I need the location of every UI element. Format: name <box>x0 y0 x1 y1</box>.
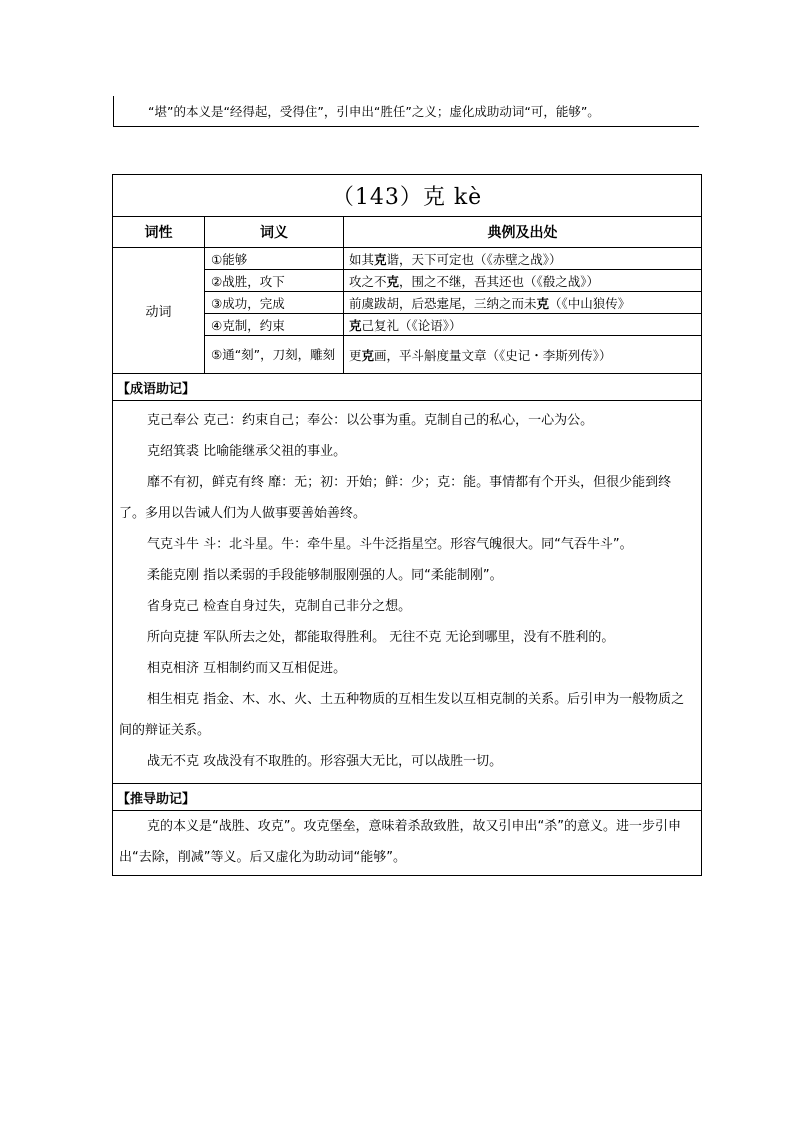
note-text: “堪”的本义是“经得起，受得住”，引申出“胜任”之义；虚化成助动词“可，能够”。 <box>148 104 600 119</box>
header-pos: 词性 <box>113 217 205 248</box>
idioms-heading: 【成语助记】 <box>113 374 702 401</box>
idiom-item: 柔能克刚 指以柔弱的手段能够制服刚强的人。同“柔能制刚”。 <box>147 568 503 583</box>
sense-meaning: ②战胜，攻下 <box>205 270 344 292</box>
keyword: 克 <box>386 273 400 289</box>
idiom-item: 所向克捷 军队所去之处，都能取得胜利。 无往不克 无论到哪里，没有不胜利的。 <box>147 630 615 645</box>
idiom-item: 克己奉公 克己：约束自己；奉公：以公事为重。克制自己的私心，一心为公。 <box>147 413 594 428</box>
entry-title: （143）克 kè <box>113 175 702 217</box>
idioms-list <box>113 401 702 784</box>
sense-meaning: ⑤通“刻”，刀刻，雕刻 <box>205 336 344 374</box>
sense-meaning: ③成功，完成 <box>205 292 344 314</box>
idiom-item: 克绍箕裘 比喻能继承父祖的事业。 <box>147 444 347 459</box>
sense-meaning: ①能够 <box>205 248 344 270</box>
sense-example: 更克画，平斗斛度量文章（《史记・李斯列传》） <box>344 336 702 374</box>
entry-table <box>112 174 702 876</box>
derivation-body <box>113 811 702 876</box>
sense-example: 克己复礼（《论语》） <box>344 314 702 336</box>
keyword: 克 <box>349 317 362 333</box>
sense-example: 如其克谐，天下可定也（《赤壁之战》） <box>344 248 702 270</box>
part-of-speech: 动词 <box>113 248 205 374</box>
idiom-item: 气克斗牛 斗：北斗星。牛：牵牛星。斗牛泛指星空。形容气魄很大。同“气吞牛斗”。 <box>147 537 633 552</box>
idiom-item: 战无不克 攻战没有不取胜的。形容强大无比，可以战胜一切。 <box>147 754 503 769</box>
previous-entry-note <box>113 96 699 127</box>
header-examples: 典例及出处 <box>344 217 702 248</box>
derivation-text: 克的本义是“战胜、攻克”。攻克堡垒，意味着杀敌致胜，故又引申出“杀”的意义。进一步引申出“去除，削减”等义。后又虚化为助动词“能够”。 <box>119 819 681 865</box>
sense-meaning: ④克制，约束 <box>205 314 344 336</box>
idiom-item: 相克相济 互相制约而又互相促进。 <box>147 661 347 676</box>
sense-example: 攻之不克，围之不继，吾其还也（《殽之战》） <box>344 270 702 292</box>
idiom-item: 省身克己 检查自身过失，克制自己非分之想。 <box>147 599 412 614</box>
keyword: 克 <box>374 251 387 267</box>
idiom-item: 相生相克 指金、木、水、火、土五种物质的互相生发以互相克制的关系。后引申为一般物质之间的辩证关系。 <box>119 692 685 738</box>
header-meaning: 词义 <box>205 217 344 248</box>
header-row <box>113 217 702 248</box>
keyword: 克 <box>536 295 550 311</box>
idiom-item: 靡不有初，鲜克有终 靡：无；初：开始；鲜：少；克：能。事情都有个开头，但很少能到终了。多用以告诫人们为人做事要善始善终。 <box>119 475 672 521</box>
sense-example: 前虞跋胡，后恐疐尾，三纳之而未克（《中山狼传》 <box>344 292 702 314</box>
keyword: 克 <box>361 347 375 363</box>
derivation-heading: 【推导助记】 <box>113 784 702 811</box>
sense-row <box>113 248 702 270</box>
